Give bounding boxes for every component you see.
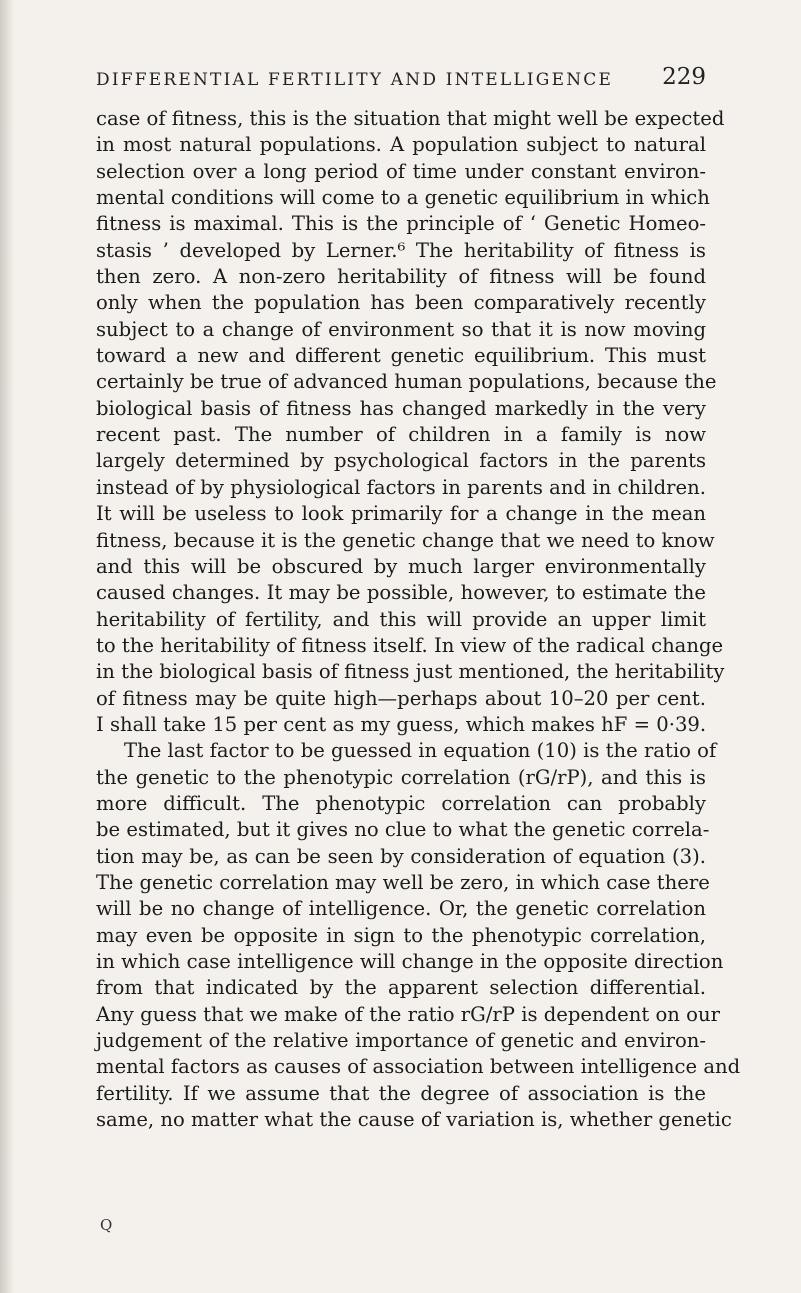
text-line: fitness, because it is the genetic change that we need to know <box>96 528 715 552</box>
text-line: same, no matter what the cause of variation is, whether genetic <box>96 1108 732 1132</box>
text-line: recent past. The number of children in a family is now <box>96 423 706 447</box>
signature-mark: Q <box>100 1216 114 1234</box>
text-line: toward a new and different genetic equilibrium. This must <box>96 344 706 368</box>
text-line: caused changes. It may be possible, however, to estimate the <box>96 581 706 605</box>
text-line: biological basis of fitness has changed markedly in the very <box>96 396 706 420</box>
text-line: fitness is maximal. This is the principle of ‘ Genetic Homeo- <box>96 212 706 236</box>
text-line: heritability of fertility, and this will provide an upper limit <box>96 607 706 631</box>
text-line: more difficult. The phenotypic correlation can probably <box>96 791 706 815</box>
text-line: mental factors as causes of association between intelligence and <box>96 1055 741 1079</box>
text-line: will be no change of intelligence. Or, the genetic correlation <box>96 897 706 921</box>
text-line: to the heritability of fitness itself. In view of the radical change <box>96 633 724 657</box>
text-line: in the biological basis of fitness just mentioned, the heritability <box>96 660 725 684</box>
text-line: in which case intelligence will change in the opposite direction <box>96 950 724 973</box>
text-line: fertility. If we assume that the degree of association is the <box>96 1081 706 1105</box>
text-line: subject to a change of environment so that it is now moving <box>96 317 706 341</box>
text-line: judgement of the relative importance of genetic and environ- <box>96 1029 706 1053</box>
text-line: The genetic correlation may well be zero, in which case there <box>96 870 710 894</box>
text-line: stasis ’ developed by Lerner.⁶ The heritability of fitness is <box>96 238 706 262</box>
text-line: mental conditions will come to a genetic equilibrium in which <box>96 186 710 210</box>
running-head: DIFFERENTIAL FERTILITY AND INTELLIGENCE <box>96 70 614 90</box>
text-line: be estimated, but it gives no clue to what the genetic correla- <box>96 818 710 842</box>
text-line: only when the population has been comparatively recently <box>96 291 706 315</box>
text-line: of fitness may be quite high—perhaps about 10–20 per cent. <box>96 686 706 710</box>
text-line: I shall take 15 per cent as my guess, which makes hF = 0·39. <box>96 712 707 736</box>
text-line: and this will be obscured by much larger environmentally <box>96 554 706 578</box>
text-line: case of fitness, this is the situation that might well be expected <box>96 107 725 130</box>
page-header <box>96 64 706 98</box>
text-line: instead of by physiological factors in parents and in children. <box>96 475 706 499</box>
text-line: tion may be, as can be seen by consideration of equation (3). <box>96 844 706 868</box>
page-number: 229 <box>662 64 706 90</box>
text-line: It will be useless to look primarily for a change in the mean <box>96 502 706 526</box>
text-line: certainly be true of advanced human populations, because the <box>96 370 717 394</box>
text-line: in most natural populations. A population subject to natural <box>96 133 706 157</box>
text-line: then zero. A non-zero heritability of fitness will be found <box>96 265 706 289</box>
text-line: selection over a long period of time under constant environ- <box>96 159 706 183</box>
text-line: largely determined by psychological factors in the parents <box>96 449 706 473</box>
text-line: the genetic to the phenotypic correlation (rG/rP), and this is <box>96 765 706 789</box>
text-line: from that indicated by the apparent selection differential. <box>96 976 706 1000</box>
text-line: may even be opposite in sign to the phenotypic correlation, <box>96 923 706 947</box>
text-line: The last factor to be guessed in equation (10) is the ratio of <box>124 739 717 763</box>
body-text <box>96 106 741 1133</box>
page-gutter-shadow <box>0 0 14 1293</box>
text-line: Any guess that we make of the ratio rG/rP is dependent on our <box>96 1002 720 1026</box>
